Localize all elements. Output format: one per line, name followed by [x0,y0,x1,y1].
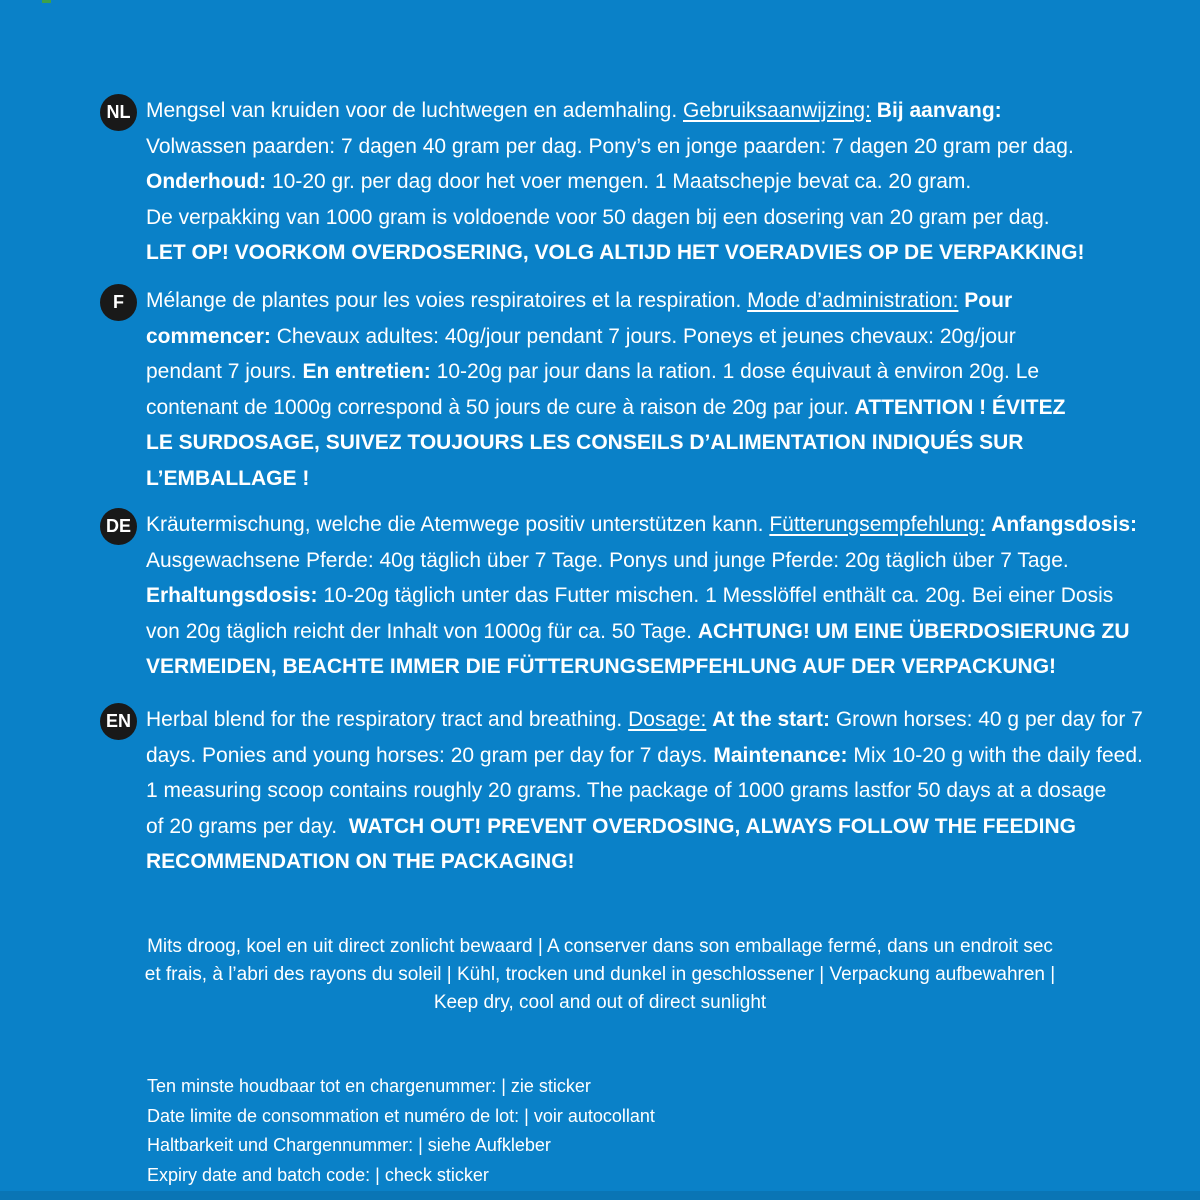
top-edge-green-mark [42,0,51,3]
language-badge-f [100,284,137,321]
language-badge-en [100,703,137,740]
expiry-batch-notice: Ten minste houdbaar tot en chargenummer: | zie sticker Date limite de consommation et numéro de lot: | voir autocollant Haltbarkeit und Chargennummer: | siehe Aufkleber Expiry date and batch code: | check sticker [147,1076,655,1185]
section-french [100,283,1196,496]
german-instructions-text: Kräutermischung, welche die Atemwege positiv unterstützen kann. Fütterungsempfehlung: Anfangsdosis: Ausgewachsene Pferde: 40g täglich über 7 Tage. Ponys und junge Pferde: 20g täglich über 7 Tage. Erhaltungsdosis: 10-20g täglich unter das Futter mischen. 1 Messlöffel enthält ca. 20g. Bei einer Dosis von 20g täglich reicht der Inhalt von 1000g für ca. 50 Tage. ACHTUNG! UM EINE ÜBERDOSIERUNG ZU VERMEIDEN, BEACHTE IMMER DIE FÜTTERUNGSEMPFEHLUNG AUF DER VERPACKUNG! [146,513,1137,678]
language-badge-de [100,508,137,545]
section-dutch [100,93,1196,271]
dutch-instructions-text: Mengsel van kruiden voor de luchtwegen en ademhaling. Gebruiksaanwijzing: Bij aanvang: Volwassen paarden: 7 dagen 40 gram per dag. Pony’s en jonge paarden: 7 dagen 20 gram per dag. Onderhoud: 10-20 gr. per dag door het voer mengen. 1 Maatschepje bevat ca. 20 gram. De verpakking van 1000 gram is voldoende voor 50 dagen bij een dosering van 20 gram per dag. LET OP! VOORKOM OVERDOSERING, VOLG ALTIJD HET VOERADVIES OP DE VERPAKKING! [146,99,1085,264]
section-english [100,702,1196,880]
french-instructions-text: Mélange de plantes pour les voies respiratoires et la respiration. Mode d’administration: Pour commencer: Chevaux adultes: 40g/jour pendant 7 jours. Poneys et jeunes chevaux: 20g/jour pendant 7 jours. En entretien: 10-20g par jour dans la ration. 1 dose équivaut à environ 20g. Le contenant de 1000g correspond à 50 jours de cure à raison de 20g par jour. ATTENTION ! ÉVITEZ LE SURDOSAGE, SUIVEZ TOUJOURS LES CONSEILS D’ALIMENTATION INDIQUÉS SUR L’EMBALLAGE ! [146,289,1066,490]
bottom-edge-strip [0,1191,1200,1200]
english-instructions-text: Herbal blend for the respiratory tract and breathing. Dosage: At the start: Grown horses: 40 g per day for 7 days. Ponies and young horses: 20 gram per day for 7 days. Maintenance: Mix 10-20 g with the daily feed. 1 measuring scoop contains roughly 20 grams. The package of 1000 grams lastfor 50 days at a dosage of 20 grams per day. WATCH OUT! PREVENT OVERDOSING, ALWAYS FOLLOW THE FEEDING RECOMMENDATION ON THE PACKAGING! [146,708,1143,873]
language-badge-label: DE [105,516,131,536]
language-badge-nl [100,94,137,131]
language-badge-label: F [113,292,124,312]
section-german [100,507,1196,685]
storage-notice: Mits droog, koel en uit direct zonlicht bewaard | A conserver dans son emballage fermé, dans un endroit sec et frais, à l’abri des rayons du soleil | Kühl, trocken und dunkel in geschlossener | Verpackung aufbewahren | Keep dry, cool and out of direct sunlight [144,936,1056,1013]
language-badge-label: NL [106,102,131,122]
language-badge-label: EN [105,711,131,731]
